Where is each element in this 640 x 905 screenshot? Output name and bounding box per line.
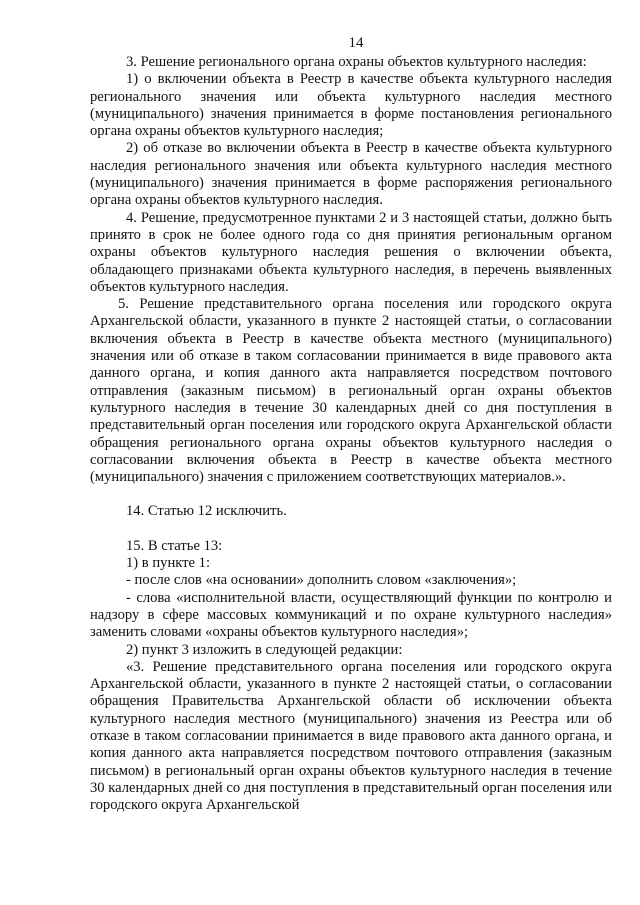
section-article-13-amendments — [90, 538, 612, 815]
paragraph: 14. Статью 12 исключить. — [126, 503, 287, 520]
paragraph: 1) в пункте 1: — [126, 555, 211, 572]
paragraph: 3. Решение регионального органа охраны объектов культурного наследия: — [126, 54, 587, 70]
paragraph: 5. Решение представительного органа поселения или городского округа Архангельской области, указанного в пункте 2 настоящей статьи, о согласовании включения объекта в Реестр в качестве объекта местного (муниципального) значения или об отказе в таком согласовании принимается в виде правового акта данного органа, и копия данного акта направляется посредством почтового отправления (заказным письмом) в региональный орган охраны объектов культурного наследия в течение 30 календарных дней со дня поступления в представительный орган поселения или городского округа Архангельской области обращения регионального органа охраны объектов культурного наследия о согласовании включения объекта в Реестр в качестве объекта местного (муниципального) значения с приложением соответствующих материалов.». — [90, 296, 612, 486]
item-14 — [90, 503, 612, 520]
paragraph: 2) об отказе во включении объекта в Реестр в качестве объекта культурного наследия регионального значения или объекта культурного наследия местного (муниципального) значения принимается в форме распоряжения регионального органа охраны объектов культурного наследия. — [90, 140, 612, 209]
paragraph: 15. В статье 13: — [126, 537, 223, 554]
section-article-11-continuation — [90, 54, 612, 486]
page-number: 14 — [348, 35, 364, 51]
paragraph: - после слов «на основании» дополнить словом «заключения»; — [126, 572, 517, 589]
paragraph: - слова «исполнительной власти, осуществляющий функции по контролю и надзору в сфере массовых коммуникаций и по охране культурного наследия» заменить словами «охраны объектов культурного наследия»; — [90, 589, 612, 641]
paragraph: 2) пункт 3 изложить в следующей редакции: — [126, 641, 403, 658]
paragraph: 4. Решение, предусмотренное пунктами 2 и 3 настоящей статьи, должно быть принято в срок не более одного года со дня принятия региональным органом охраны объектов культурного наследия решения о включении объекта, обладающего признаками объекта культурного наследия, в перечень выявленных объектов культурного наследия. — [90, 209, 612, 295]
paragraph: 1) о включении объекта в Реестр в качестве объекта культурного наследия регионального значения или объекта культурного наследия местного (муниципального) значения принимается в форме постановления регионального органа охраны объектов культурного наследия; — [90, 71, 612, 140]
paragraph: «3. Решение представительного органа поселения или городского округа Архангельской области, указанного в пункте 2 настоящей статьи, о согласовании обращения Правительства Архангельской области об исключении объекта культурного наследия местного (муниципального) значения из Реестра или об отказе в таком согласовании принимается в виде правового акта данного органа, и копия данного акта направляется посредством почтового отправления (заказным письмом) в региональный орган охраны объектов культурного наследия в течение 30 календарных дней со дня поступления в представительный орган поселения или городского округа Архангельской — [90, 658, 612, 814]
